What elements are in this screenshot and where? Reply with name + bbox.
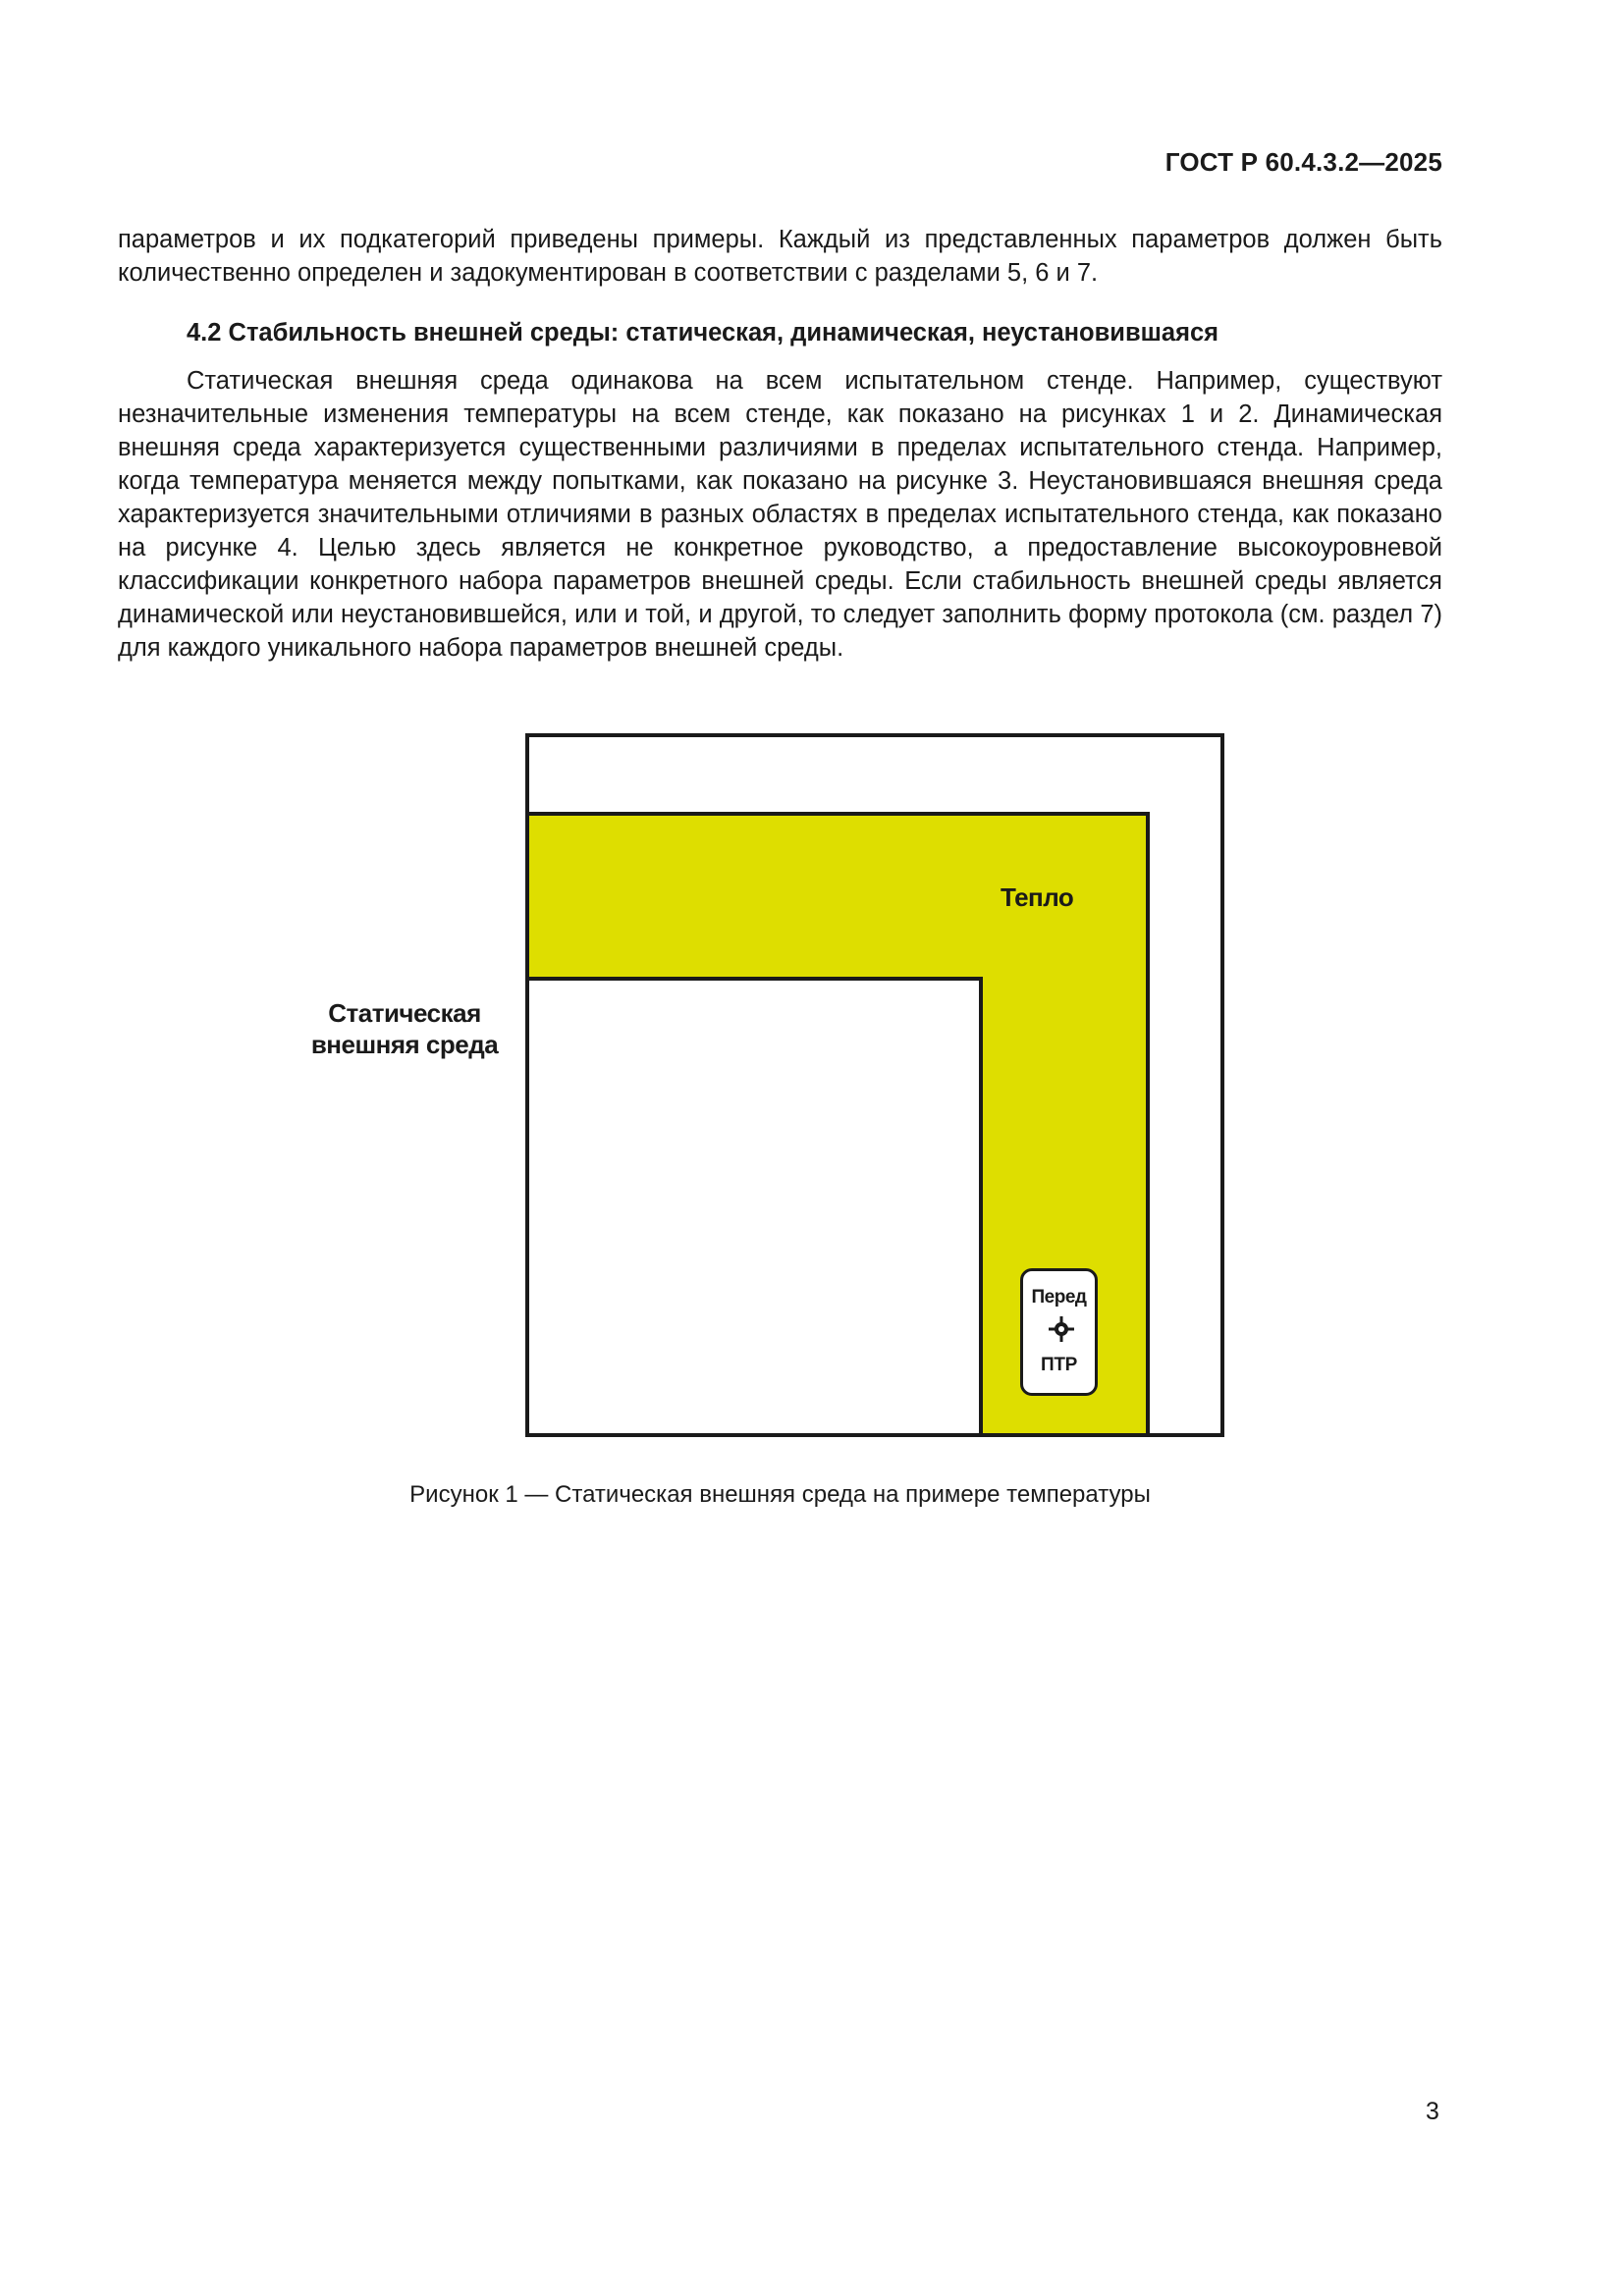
crosshair-icon	[1047, 1314, 1076, 1344]
inner-area	[529, 977, 983, 1433]
marker-bottom-label: ПТР	[1040, 1355, 1078, 1375]
warm-zone-label: Тепло	[1001, 882, 1074, 912]
marker-top-label: Перед	[1031, 1287, 1087, 1308]
figure-caption: Рисунок 1 — Статическая внешняя среда на примере температуры	[409, 1481, 1151, 1508]
robot-marker	[1020, 1268, 1098, 1396]
figure-1	[525, 733, 1224, 1437]
document-header: ГОСТ Р 60.4.3.2—2025	[1164, 147, 1442, 177]
paragraph-continuation: параметров и их подкатегорий приведены примеры. Каждый из представленных параметров должен быть количественно определен и задокументирован в соответствии с разделами 5, 6 и 7.	[118, 226, 1442, 287]
page-number: 3	[1426, 2098, 1439, 2125]
section-paragraph: Статическая внешняя среда одинакова на всем испытательном стенде. Например, существуют незначительные изменения температуры на всем стенде, как показано на рисунках 1 и 2. Динамическая внешняя среда характеризуется существенными различиями в пределах испытательного стенда. Например, когда температура меняется между попытками, как показано на рисунке 3. Неустановившаяся внешняя среда характеризуется значительными отличиями в разных областях в пределах испытательного стенда, как показано на рисунке 4. Целью здесь является не конкретное руководство, а предоставление высокоуровневой классификации конкретного набора параметров внешней среды. Если стабильность внешней среды является динамической или неустановившейся, или и той, и другой, то следует заполнить форму протокола (см. раздел 7) для каждого уникального набора параметров внешней среды.	[118, 367, 1442, 662]
side-label: Статическая внешняя среда	[310, 998, 499, 1059]
section-heading: 4.2 Стабильность внешней среды: статическая, динамическая, неустановившаяся	[187, 319, 1219, 347]
